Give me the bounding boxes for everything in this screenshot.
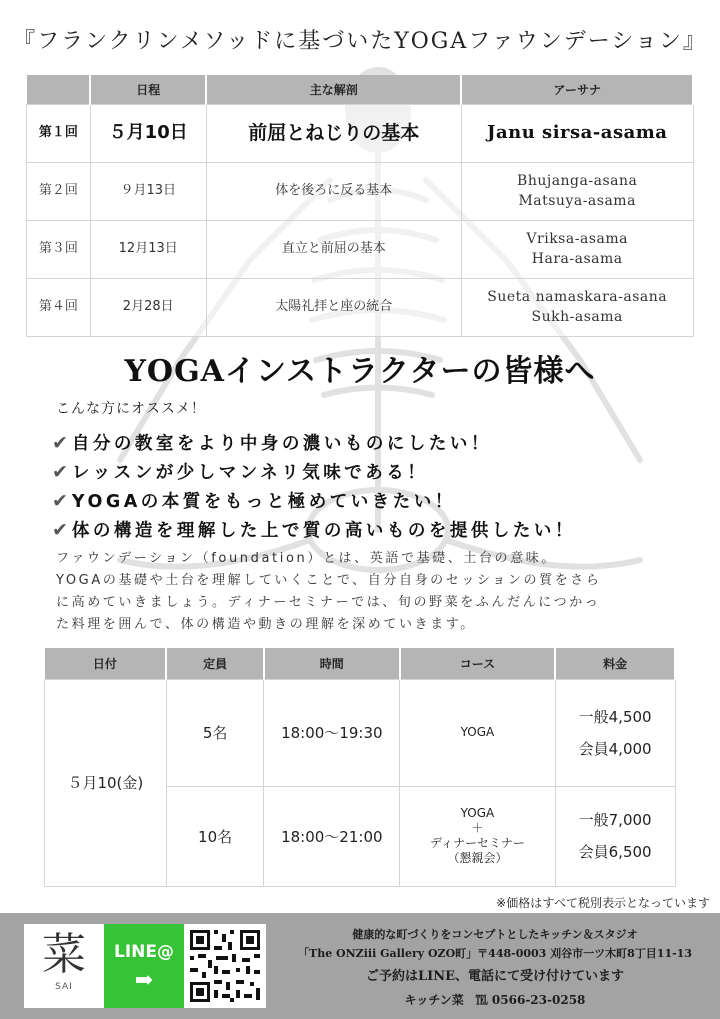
- qr-code-icon: [184, 924, 266, 1008]
- event-header-time: 時間: [264, 648, 400, 679]
- arrow-right-icon: ➡: [134, 968, 154, 993]
- event-price: [555, 786, 675, 886]
- logo-kanji: 菜: [42, 929, 86, 980]
- schedule-row: [27, 220, 694, 278]
- event-header-date: 日付: [45, 648, 167, 679]
- check-item: [52, 486, 576, 515]
- session-date: ５月10日: [90, 104, 206, 162]
- event-course: [400, 679, 556, 786]
- asana-name: Janu sirsa-asama: [486, 122, 668, 143]
- price-member: 会員4,000: [578, 739, 652, 758]
- asana-name: Matsuya-asama: [518, 193, 636, 209]
- check-item: [52, 428, 576, 457]
- schedule-row: [27, 278, 694, 336]
- checklist: [52, 428, 576, 544]
- session-asana: [461, 162, 693, 220]
- course-line: ディナーセミナー: [430, 836, 525, 850]
- session-topic: 直立と前屈の基本: [206, 220, 461, 278]
- schedule-row: [27, 104, 694, 162]
- schedule-header-topic: 主な解剖: [206, 75, 461, 104]
- session-asana: [461, 278, 693, 336]
- event-header-course: コース: [400, 648, 556, 679]
- footer: [0, 913, 720, 1019]
- headline: YOGAインストラクターの皆様へ: [124, 354, 596, 389]
- check-text: レッスンが少しマンネリ気味である！: [71, 463, 429, 483]
- shop-concept: 健康的な町づくりをコンセプトとしたキッチン＆スタジオ: [352, 928, 638, 941]
- event-header-price: 料金: [555, 648, 675, 679]
- asana-name: Bhujanga-asana: [517, 173, 638, 189]
- session-number: 第２回: [27, 162, 91, 220]
- schedule-header-date: 日程: [90, 75, 206, 104]
- recommend-label: こんな方にオススメ！: [56, 401, 206, 417]
- session-date: 2月28日: [90, 278, 206, 336]
- session-date: 12月13日: [90, 220, 206, 278]
- session-number: 第１回: [27, 104, 91, 162]
- schedule-header-no: [27, 75, 91, 104]
- course-line: （懇親会）: [447, 851, 508, 865]
- session-topic: 太陽礼拝と座の統合: [206, 278, 461, 336]
- event-row: [45, 679, 676, 786]
- event-time: 18:00〜19:30: [264, 679, 400, 786]
- event-capacity: 10名: [166, 786, 264, 886]
- asana-name: Sukh-asama: [531, 309, 623, 325]
- schedule-row: [27, 162, 694, 220]
- schedule-header-asana: アーサナ: [461, 75, 693, 104]
- schedule-table: [26, 75, 694, 337]
- reservation-note: ご予約はLINE、電話にて受け付けています: [365, 969, 624, 984]
- check-icon: ✔: [52, 460, 68, 483]
- event-table: [44, 648, 676, 887]
- course-line: YOGA: [460, 725, 495, 739]
- shop-info: [270, 925, 720, 1011]
- asana-name: Sueta namaskara-asana: [487, 289, 668, 305]
- session-asana: [461, 220, 693, 278]
- shop-address: 「The ONZiii Gallery OZO町」〒448-0003 刈谷市一ツ木町8丁目11-13: [298, 947, 692, 960]
- session-topic: 体を後ろに反る基本: [206, 162, 461, 220]
- check-text: YOGAの本質をもっと極めていきたい！: [71, 492, 456, 512]
- event-date: ５月10(金): [45, 679, 167, 886]
- price-member: 会員6,500: [578, 843, 652, 861]
- event-time: 18:00〜21:00: [264, 786, 400, 886]
- event-capacity: 5名: [166, 679, 264, 786]
- line-button[interactable]: [104, 924, 184, 1008]
- check-item: [52, 515, 576, 544]
- logo-sub: SAI: [55, 982, 73, 992]
- course-line: YOGA: [460, 806, 495, 820]
- session-number: 第４回: [27, 278, 91, 336]
- check-text: 自分の教室をより中身の濃いものにしたい！: [71, 434, 492, 454]
- event-course: [400, 786, 556, 886]
- event-header-capacity: 定員: [166, 648, 264, 679]
- shop-logo: [24, 924, 104, 1008]
- check-icon: ✔: [52, 518, 68, 541]
- session-date: ９月13日: [90, 162, 206, 220]
- asana-name: Vriksa-asama: [526, 231, 628, 247]
- session-topic: 前屈とねじりの基本: [206, 104, 461, 162]
- page-title: 『フランクリンメソッドに基づいたYOGAファウンデーション』: [13, 29, 707, 54]
- shop-phone: キッチン菜 ℡ 0566-23-0258: [404, 993, 586, 1007]
- check-icon: ✔: [52, 489, 68, 512]
- asana-name: Hara-asama: [531, 251, 623, 267]
- session-asana: [461, 104, 693, 162]
- check-item: [52, 457, 576, 486]
- description-line: ファウンデーション（foundation）とは、英語で基礎、土台の意味。: [56, 551, 557, 566]
- session-number: 第３回: [27, 220, 91, 278]
- price-general: 一般4,500: [578, 707, 652, 726]
- price-general: 一般7,000: [578, 811, 652, 829]
- description-line: た料理を囲んで、体の構造や動きの理解を深めていきます。: [56, 617, 476, 632]
- description-line: YOGAの基礎や土台を理解していくことで、自分自身のセッションの質をさら: [56, 573, 602, 588]
- tax-note: ※価格はすべて税別表示となっています: [496, 896, 710, 910]
- description: [56, 548, 696, 636]
- line-label: LINE@: [114, 942, 174, 962]
- schedule-header-row: [27, 75, 694, 104]
- check-text: 体の構造を理解した上で質の高いものを提供したい！: [71, 521, 576, 541]
- event-header-row: [45, 648, 676, 679]
- qr-code[interactable]: [184, 924, 266, 1008]
- check-icon: ✔: [52, 431, 68, 454]
- course-line: ＋: [471, 821, 484, 835]
- description-line: に高めていきましょう。ディナーセミナーでは、旬の野菜をふんだんにつかっ: [56, 595, 601, 610]
- event-price: [555, 679, 675, 786]
